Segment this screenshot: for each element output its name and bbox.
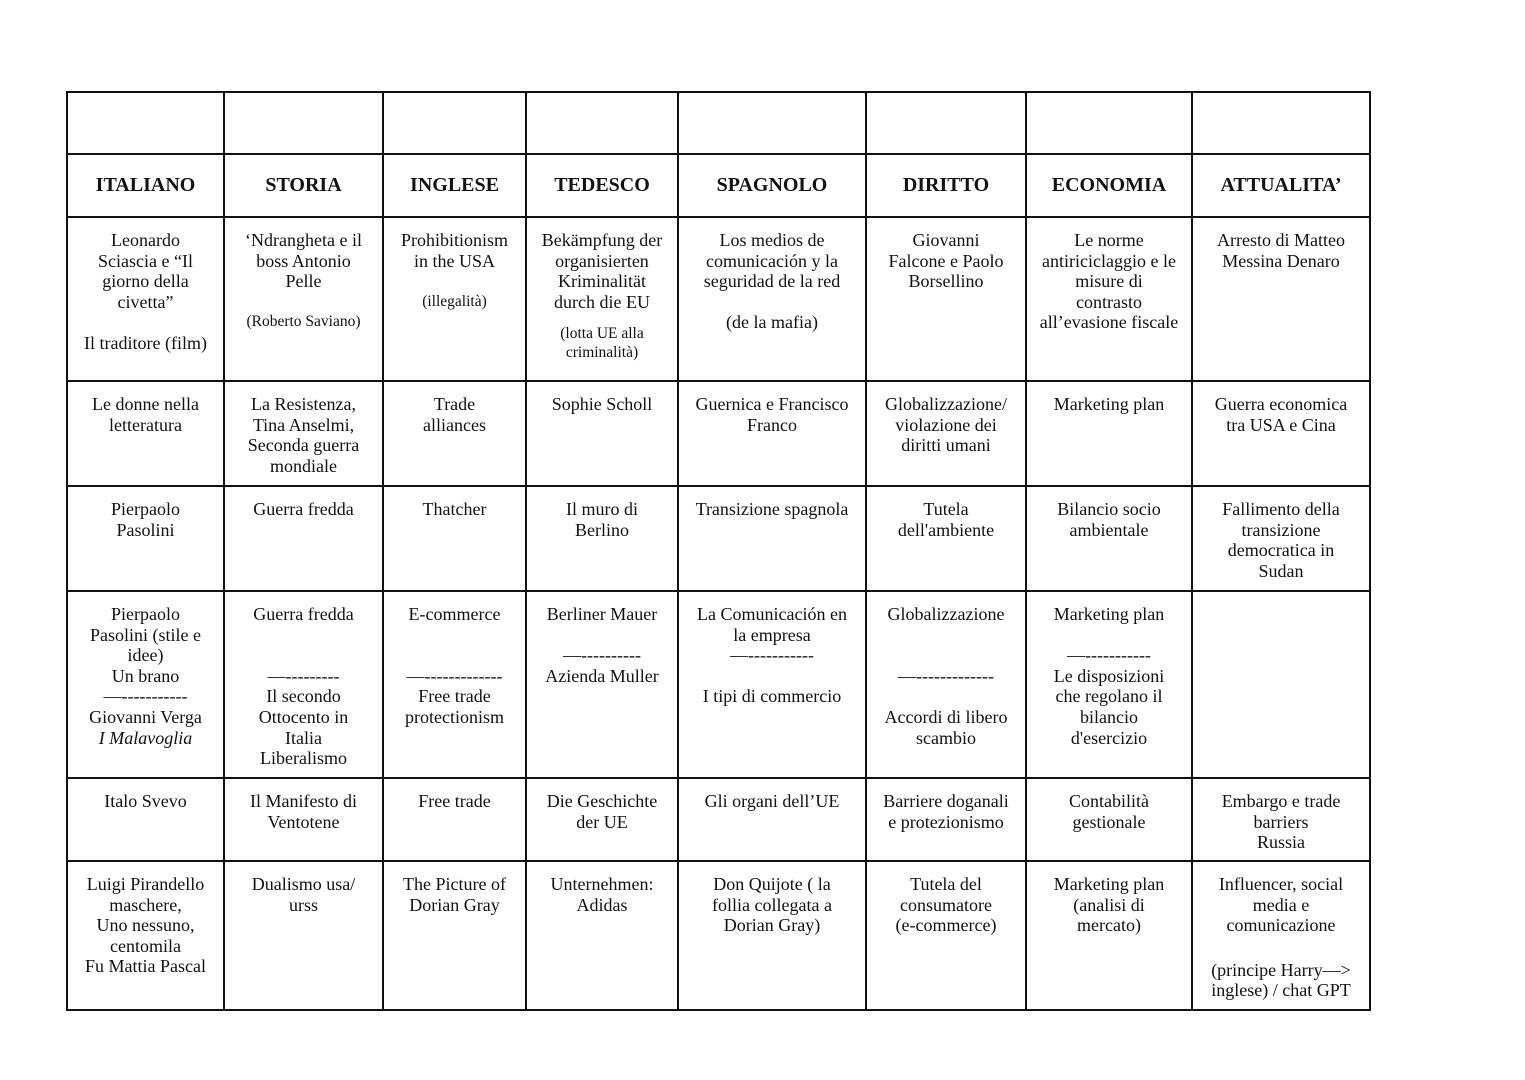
cell-text: Italia [285,727,322,748]
cell-text: Tutela del [910,874,982,894]
cell-text: I Malavoglia [98,727,193,748]
cell-text: Luigi Pirandello [86,874,205,894]
cell-text: organisierten [555,250,649,271]
cell-text: Die Geschichte [546,791,658,811]
separator: —------------- [406,665,503,686]
cell-text: der UE [576,811,628,832]
cell-text: civetta” [117,291,174,312]
cell-text: Liberalismo [260,748,347,769]
blank-cell [383,92,526,154]
cell-text: (e-commerce) [895,915,997,936]
cell-text: I tipi di commercio [702,686,842,707]
cell-text: Dorian Gray [409,894,500,915]
blank-cell [1192,92,1370,154]
cell-storia [224,381,383,486]
cell-text: Pierpaolo [111,499,180,519]
cell-text: Accordi di libero [884,706,1008,727]
cell-text: democratica in [1227,540,1335,561]
cell-text: contrasto [1076,291,1142,312]
cell-text: Borsellino [908,271,984,292]
cell-text: Marketing plan [1053,394,1165,414]
header-economia: ECONOMIA [1026,154,1192,217]
cell-tedesco [526,217,678,381]
cell-economia [1026,486,1192,591]
cell-spagnolo [678,381,866,486]
cell-text: Berliner Mauer [546,604,658,624]
cell-text: Dualismo usa/ [251,874,356,894]
cell-text: Globalizzazione/ [885,394,1007,414]
cell-storia [224,486,383,591]
blank-cell [866,92,1026,154]
cell-storia [224,778,383,861]
cell-text: Guerra economica [1214,394,1348,414]
cell-text: tra USA e Cina [1226,414,1336,435]
cell-text: Pasolini [116,519,175,540]
cell-storia [224,861,383,1010]
cell-text: Leonardo [111,230,180,250]
blank-cell [526,92,678,154]
cell-diritto [866,217,1026,381]
cell-text: Gli organi dell’UE [704,791,840,811]
cell-text: mondiale [270,455,337,476]
cell-text: scambio [916,727,976,748]
cell-text: Transizione spagnola [695,499,849,519]
cell-italiano [67,591,224,778]
header-diritto: DIRITTO [866,154,1026,217]
cell-tedesco [526,486,678,591]
cell-text: Pierpaolo [111,604,180,624]
cell-text: Messina Denaro [1222,250,1340,271]
cell-text: Marketing plan [1053,874,1165,894]
cell-text: Dorian Gray) [723,915,821,936]
cell-text: Thatcher [422,499,487,519]
cell-inglese [383,591,526,778]
cell-tedesco [526,778,678,861]
cell-text: ambientale [1069,519,1149,540]
cell-text: Tutela [923,499,969,519]
cell-text: E-commerce [408,604,501,624]
cell-attualita [1192,861,1370,1010]
cell-text: comunicazione [1226,915,1336,936]
cell-text: d'esercizio [1070,727,1148,748]
cell-text: che regolano il [1055,686,1163,707]
cell-economia [1026,591,1192,778]
cell-text: follia collegata a [712,894,832,915]
cell-text: Barriere doganali [883,791,1009,811]
cell-text: Sophie Scholl [551,394,653,414]
cell-text: giorno della [102,271,189,292]
cell-inglese [383,486,526,591]
cell-text: Franco [747,414,797,435]
header-row [67,154,1370,217]
cell-text: Pasolini (stile e [90,624,201,645]
separator: —------------- [898,665,994,686]
cell-text: bilancio [1080,706,1138,727]
cell-text: The Picture of [403,874,506,894]
cell-tedesco [526,861,678,1010]
cell-attualita [1192,381,1370,486]
cell-text: alliances [423,414,486,435]
cell-text: dell'ambiente [897,519,995,540]
cell-text: idee) [127,645,164,666]
blank-cell [224,92,383,154]
cell-text: Fallimento della [1222,499,1340,519]
cell-note: (illegalità) [422,292,487,310]
cell-text: inglese) / chat GPT [1211,980,1351,1001]
cell-text: Unternehmen: [550,874,654,894]
cell-text: maschere, [109,894,182,915]
cell-inglese [383,861,526,1010]
blank-cell [1026,92,1192,154]
cell-economia [1026,778,1192,861]
table-row [67,217,1370,381]
cell-text: Bilancio socio [1057,499,1161,519]
cell-text: urss [288,894,318,915]
cell-text: Giovanni Verga [89,706,202,727]
cell-text: Trade [433,394,476,414]
cell-attualita [1192,778,1370,861]
cell-text: Adidas [576,894,628,915]
cell-italiano [67,778,224,861]
cell-text: violazione dei [895,414,997,435]
cell-text: Contabilità [1069,791,1149,811]
cell-spagnolo [678,486,866,591]
cell-inglese [383,217,526,381]
cell-text: barriers [1253,811,1309,832]
cell-text: la empresa [733,624,811,645]
cell-text: Free trade [418,686,491,707]
cell-attualita [1192,217,1370,381]
cell-text: Falcone e Paolo [888,250,1004,271]
cell-note: (Roberto Saviano) [246,313,361,331]
blank-cell [678,92,866,154]
cell-diritto [866,591,1026,778]
cell-text: Guernica e Francisco [695,394,849,414]
cell-text: Free trade [418,791,491,811]
cell-note: (lotta UE alla [560,325,644,343]
cell-text: Sciascia e “Il [98,250,193,271]
table-row [67,486,1370,591]
cell-tedesco [526,591,678,778]
blank-cell [67,92,224,154]
cell-text: Azienda Muller [545,665,659,686]
cell-text: (analisi di [1073,894,1145,915]
separator: —--------- [267,665,340,686]
cell-diritto [866,861,1026,1010]
cell-text: La Comunicación en [697,604,847,624]
separator: —---------- [563,645,641,666]
cell-text: Guerra fredda [253,604,354,624]
cell-diritto [866,778,1026,861]
cell-italiano [67,486,224,591]
cell-economia [1026,217,1192,381]
cell-text: misure di [1075,271,1143,292]
cell-text: Kriminalität [558,271,646,292]
header-spagnolo: SPAGNOLO [678,154,866,217]
cell-spagnolo [678,861,866,1010]
cell-text: Russia [1256,832,1305,853]
cell-text: all’evasione fiscale [1039,312,1179,333]
cell-text: boss Antonio [256,250,351,271]
cell-text: Italo Svevo [104,791,187,811]
header-inglese: INGLESE [383,154,526,217]
cell-inglese [383,778,526,861]
cell-text: ‘Ndrangheta e il [245,230,362,250]
cell-text: consumatore [900,894,992,915]
cell-text: Le donne nella [92,394,199,414]
cell-spagnolo [678,591,866,778]
cell-economia [1026,381,1192,486]
cell-text: Pelle [285,271,322,292]
cell-text: comunicación y la [706,250,838,271]
blank-row [67,92,1370,154]
cell-spagnolo [678,217,866,381]
cell-text: Un brano [111,665,180,686]
cell-text: Ventotene [267,811,340,832]
cell-text: seguridad de la red [703,271,841,292]
cell-text: e protezionismo [888,811,1004,832]
cell-text: Los medios de [719,230,825,250]
cell-text: Sudan [1258,560,1304,581]
cell-text: Globalizzazione [887,604,1005,624]
separator: —----------- [103,686,188,707]
cell-text: (principe Harry—> [1211,959,1351,980]
cell-text: Il secondo [266,686,341,707]
cell-text: Il Manifesto di [250,791,357,811]
cell-tedesco [526,381,678,486]
cell-italiano [67,861,224,1010]
cell-economia [1026,861,1192,1010]
cell-text: Tina Anselmi, [252,414,355,435]
cell-inglese [383,381,526,486]
cell-text: letteratura [109,414,182,435]
cell-text: Le norme [1074,230,1144,250]
topics-table [66,91,1371,1011]
cell-text: Giovanni [912,230,980,250]
cell-text: Don Quijote ( la [713,874,831,894]
cell-text: antiriciclaggio e le [1042,250,1176,271]
cell-text: La Resistenza, [251,394,356,414]
cell-text: Uno nessuno, [96,915,195,936]
table-row [67,861,1370,1010]
table-row [67,591,1370,778]
separator: —----------- [1067,645,1151,666]
cell-text: Bekämpfung der [541,230,663,250]
table-row [67,778,1370,861]
cell-spagnolo [678,778,866,861]
cell-text: Berlino [575,519,629,540]
header-tedesco: TEDESCO [526,154,678,217]
separator: —----------- [730,645,814,666]
header-italiano: ITALIANO [67,154,224,217]
cell-text: Influencer, social [1218,874,1344,894]
cell-storia [224,591,383,778]
cell-italiano [67,217,224,381]
cell-text: (de la mafia) [726,312,818,333]
cell-text: durch die EU [554,291,650,312]
cell-text: Marketing plan [1053,604,1165,624]
cell-text: Seconda guerra [247,435,360,456]
cell-italiano [67,381,224,486]
cell-diritto [866,486,1026,591]
cell-text: Guerra fredda [253,499,354,519]
cell-text: media e [1252,894,1310,915]
cell-text: transizione [1241,519,1321,540]
cell-text: gestionale [1072,811,1146,832]
cell-text: Il muro di [566,499,638,519]
cell-text: diritti umani [901,435,991,456]
cell-text: in the USA [414,250,495,271]
cell-text: centomila [110,935,181,956]
cell-note: criminalità) [565,344,639,362]
cell-text: Ottocento in [258,706,349,727]
cell-text: mercato) [1077,915,1141,936]
cell-text: protectionism [405,706,504,727]
header-attualita: ATTUALITA’ [1192,154,1370,217]
cell-diritto [866,381,1026,486]
header-storia: STORIA [224,154,383,217]
cell-text: Embargo e trade [1221,791,1341,811]
table-row [67,381,1370,486]
cell-text: Fu Mattia Pascal [85,956,206,977]
cell-attualita [1192,486,1370,591]
cell-text: Arresto di Matteo [1217,230,1345,250]
cell-attualita-empty [1192,591,1370,778]
cell-text: Prohibitionism [400,230,508,250]
cell-text: Le disposizioni [1053,665,1165,686]
cell-storia [224,217,383,381]
cell-text: Il traditore (film) [84,332,207,353]
